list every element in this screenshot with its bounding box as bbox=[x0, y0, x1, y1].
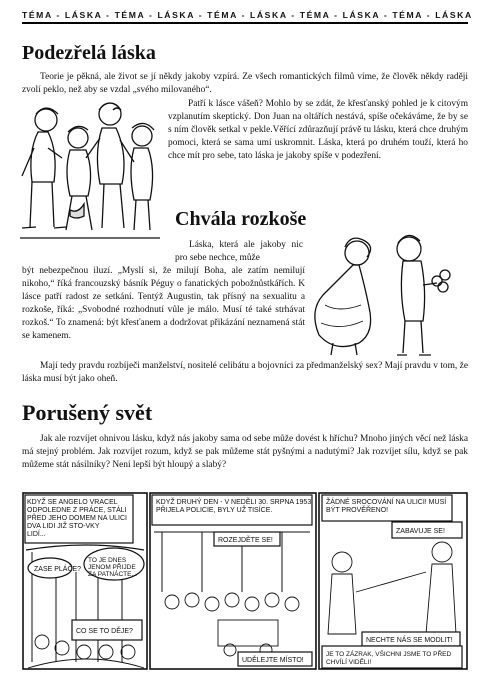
illustration-group-of-people bbox=[18, 98, 163, 248]
page-header bbox=[22, 8, 473, 26]
panel2-bubble-1: ROZEJDĚTE SE! bbox=[218, 537, 273, 544]
panel3-bubble-3: NECHTE NÁS SE MODLIT! bbox=[366, 637, 453, 644]
section1-body: Patří k lásce vášeň? Mohlo by se zdát, že křesťanský pohled je k citovým vzplanutím skeptický. Don Juan na oltářích nestává, spíše očekáváme, že by se s ním člověk setkal v pekle.Věřící zdůrazňují právě tu lásku, která chce druhým pomoci, která se sama umí uskromnit. Láska, která po druhém touží, která ho chce mít pro sebe, tato láska je jakoby spíše v podezření. bbox=[168, 99, 468, 161]
section2-body-start: Láska, která ale jakoby nic pro sebe nechce, může bbox=[175, 240, 303, 263]
section-title-chvala-rozkose: Chvála rozkoše bbox=[175, 208, 307, 230]
section3-body: Jak ale rozvíjet ohnivou lásku, když nás jakoby sama od sebe může dovést k hříchu? Mnoho jiných věcí než láska má stejný problém. Jak rozvíjet rozum, když se pak můžeme stát pyšnými a nadutými? Jak rozvíjet sílu, když se pak můžeme stát násilníky? Není lepší být hloupý a slabý? bbox=[22, 434, 468, 470]
panel3-bubble-1: ŽÁDNÉ SROCOVÁNÍ NA ULICI! MUSÍ BÝT PROVĚŘENO! bbox=[326, 499, 447, 514]
comic-strip bbox=[22, 492, 468, 670]
section2-body-rest: být nebezpečnou iluzí. „Myslí si, že milují Boha, ale zatím nemilují nikoho,“ říká francouzský básník Péguy o fanatických pobožnůstkářích. K lásce patří radost ze setkání. Tentýž Augustin, tak přísný na sexualitu a rozkoše, říká: „Svobodné rozhodnutí vůle je málo. Musí té také strhávat rozkoš.“ To znamená: být křesťanem a dodržovat přikázání neznamená stát se kamenem. bbox=[22, 266, 305, 341]
header-rule bbox=[22, 22, 468, 24]
header-text: TÉMA - LÁSKA - TÉMA - LÁSKA - TÉMA - LÁSKA - TÉMA - LÁSKA - TÉMA - LÁSKA bbox=[22, 10, 473, 20]
panel1-caption: KDYŽ SE ANGELO VRACEL ODPOLEDNE Z PRÁCE, STÁLI PŘED JEHO DOMEM NA ULICI DVA LIDI JIŽ STO-VKY LIDÍ... bbox=[27, 499, 127, 538]
panel2-bubble-2: UDĚLEJTE MÍSTO! bbox=[242, 657, 304, 664]
panel1-bubble-3: CO SE TO DĚJE? bbox=[76, 628, 133, 635]
section-title-poruseny-svet: Porušený svět bbox=[22, 400, 153, 425]
section2-closing: Mají tedy pravdu rozbíječi manželství, nositelé celibátu a bojovníci za předmanželský sex? Mají pravdu v tom, že láska musí být jako oheň. bbox=[22, 361, 468, 384]
panel1-bubble-2: TO JE DNES JENOM PŘIJDE ZA PATNÁCTE... bbox=[88, 557, 137, 578]
panel3-bubble-4: JE TO ZÁZRAK, VŠICHNI JSME TO PŘED CHVÍLÍ VIDĚLI! bbox=[326, 651, 452, 666]
section1-intro: Teorie je pěkná, ale život se jí někdy jakoby vzpírá. Ze všech romantických filmů víme, že člověk někdy raději zvolí peklo, než aby se vzdal „svého milovaného“. bbox=[22, 72, 468, 95]
illustration-kissing-couple bbox=[305, 225, 480, 360]
panel1-bubble-1: ZASE PLÁČE? bbox=[34, 566, 82, 573]
panel3-bubble-2: ZABAVUJE SE! bbox=[396, 528, 445, 535]
section-title-podezrela-laska: Podezřelá láska bbox=[22, 42, 156, 64]
panel2-caption: KDYŽ DRUHÝ DEN - V NEDĚLI 30. SRPNA 1953 PŘIJELA POLICIE, BYLY UŽ TISÍCE. bbox=[156, 499, 312, 514]
